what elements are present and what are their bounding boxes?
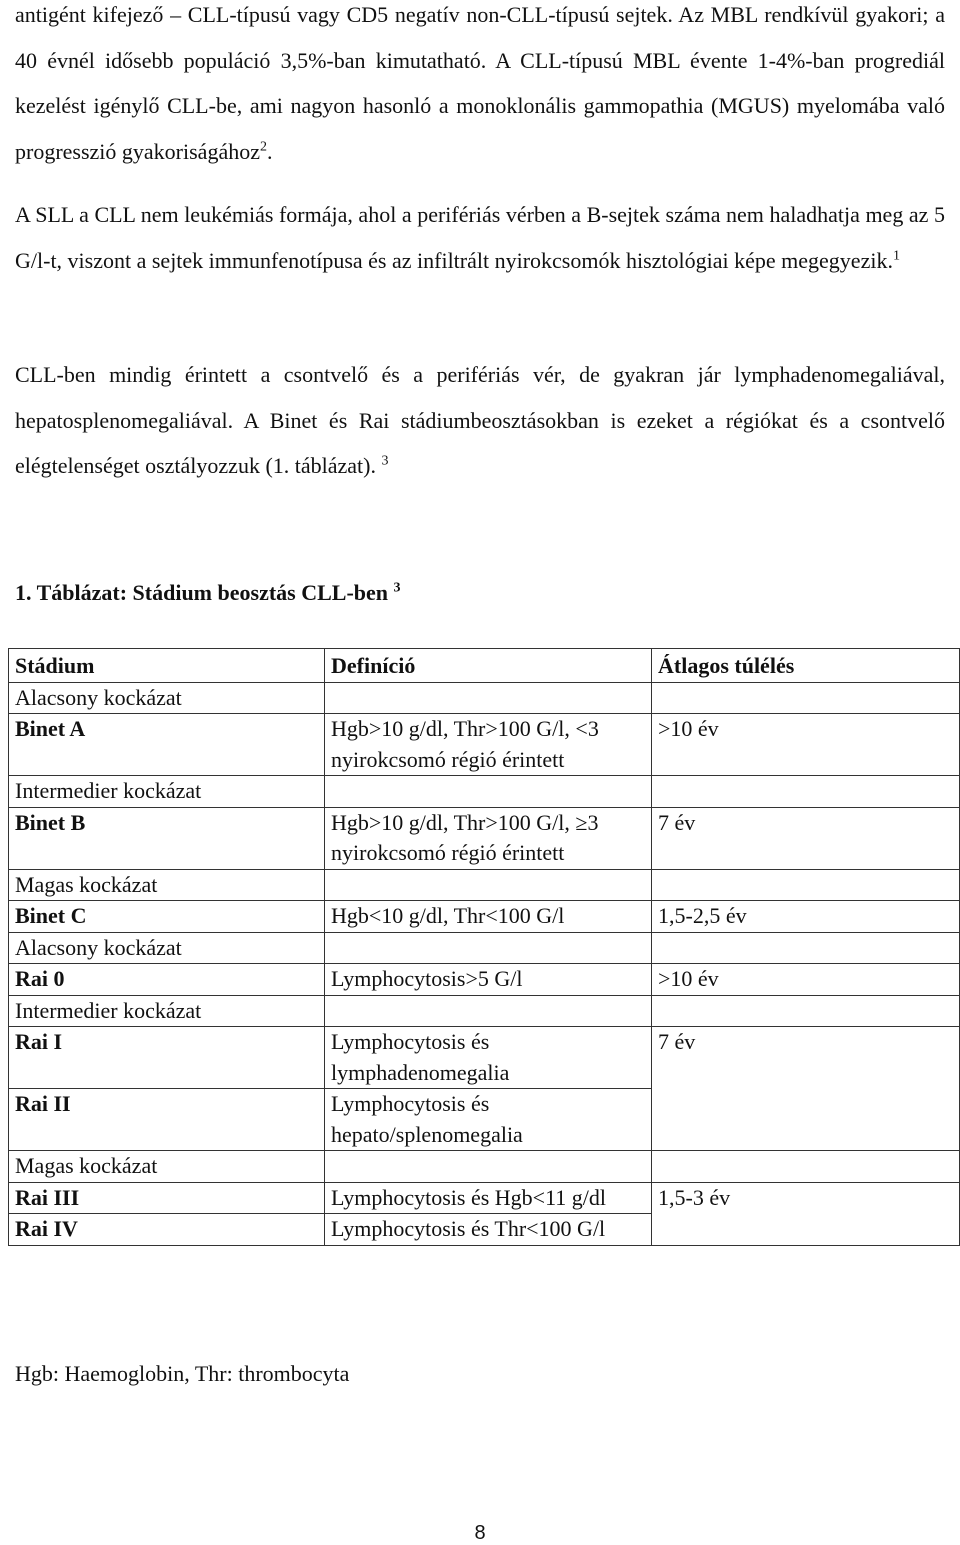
risk-group-cell: Magas kockázat xyxy=(9,1151,325,1183)
reference-superscript: 1 xyxy=(892,248,900,264)
risk-group-cell: Intermedier kockázat xyxy=(9,995,325,1027)
table-caption-text: 1. Táblázat: Stádium beosztás CLL-ben xyxy=(15,580,389,605)
paragraph-cll-text: CLL-ben mindig érintett a csontvelő és a perifériás vér, de gyakran jár lymphadenomegaliával, hepatosplenomegaliával. A Binet és Rai stádiumbeosztásokban is ezeket a régiókat és a csontvelő elégtelenséget osztályozzuk (1. táblázat). xyxy=(15,362,945,478)
paragraph-mbl xyxy=(15,0,945,174)
page-number: 8 xyxy=(474,1522,486,1544)
paragraph-sll-text: A SLL a CLL nem leukémiás formája, ahol a perifériás vérben a B-sejtek száma nem haladhatja meg az 5 G/l-t, viszont a sejtek immunfenotípusa és az infiltrált nyirokcsomók hisztológiai képe megegyezik. xyxy=(15,202,945,273)
stage-cell: Rai 0 xyxy=(9,964,325,996)
table-row xyxy=(9,995,960,1027)
table-row xyxy=(9,1027,960,1089)
empty-cell xyxy=(325,932,652,964)
risk-group-cell: Alacsony kockázat xyxy=(9,682,325,714)
definition-cell: Lymphocytosis és lymphadenomegalia xyxy=(325,1027,652,1089)
survival-cell: >10 év xyxy=(652,964,960,996)
stage-cell: Rai I xyxy=(9,1027,325,1089)
table-row xyxy=(9,901,960,933)
definition-cell: Lymphocytosis és hepato/splenomegalia xyxy=(325,1089,652,1151)
risk-group-cell: Alacsony kockázat xyxy=(9,932,325,964)
reference-superscript: 3 xyxy=(393,580,401,596)
survival-cell: 7 év xyxy=(652,807,960,869)
table-row xyxy=(9,1182,960,1214)
staging-table xyxy=(8,648,960,1246)
table-row xyxy=(9,714,960,776)
definition-cell: Hgb>10 g/dl, Thr>100 G/l, ≥3 nyirokcsomó régió érintett xyxy=(325,807,652,869)
survival-cell: 7 év xyxy=(652,1027,960,1151)
table-row xyxy=(9,932,960,964)
paragraph-sll xyxy=(15,192,945,283)
definition-cell: Hgb<10 g/dl, Thr<100 G/l xyxy=(325,901,652,933)
definition-cell: Lymphocytosis>5 G/l xyxy=(325,964,652,996)
stage-cell: Binet A xyxy=(9,714,325,776)
reference-superscript: 3 xyxy=(381,453,389,469)
table-row xyxy=(9,682,960,714)
paragraph-cll xyxy=(15,352,945,489)
stage-cell: Binet B xyxy=(9,807,325,869)
stage-cell: Rai III xyxy=(9,1182,325,1214)
empty-cell xyxy=(652,869,960,901)
paragraph-mbl-end: . xyxy=(266,138,273,164)
stage-cell: Rai IV xyxy=(9,1214,325,1246)
table-caption xyxy=(15,580,401,606)
empty-cell xyxy=(652,932,960,964)
stage-cell: Rai II xyxy=(9,1089,325,1151)
table-row xyxy=(9,807,960,869)
table-row xyxy=(9,869,960,901)
empty-cell xyxy=(325,776,652,808)
table-row xyxy=(9,776,960,808)
table-row xyxy=(9,964,960,996)
survival-cell: >10 év xyxy=(652,714,960,776)
reference-superscript: 2 xyxy=(259,139,267,155)
definition-cell: Lymphocytosis és Thr<100 G/l xyxy=(325,1214,652,1246)
header-stage: Stádium xyxy=(9,649,325,683)
stage-cell: Binet C xyxy=(9,901,325,933)
header-survival: Átlagos túlélés xyxy=(652,649,960,683)
table-header-row xyxy=(9,649,960,683)
risk-group-cell: Magas kockázat xyxy=(9,869,325,901)
survival-cell: 1,5-3 év xyxy=(652,1182,960,1245)
empty-cell xyxy=(652,776,960,808)
paragraph-mbl-text: antigént kifejező – CLL-típusú vagy CD5 negatív non-CLL-típusú sejtek. Az MBL rendkívül gyakori; a 40 évnél idősebb populáció 3,5%-ban kimutatható. A CLL-típusú MBL évente 1-4%-ban progrediál kezelést igénylő CLL-be, ami nagyon hasonló a monoklonális gammopathia (MGUS) myelomába való progresszió gyakoriságához xyxy=(15,2,945,164)
empty-cell xyxy=(652,995,960,1027)
empty-cell xyxy=(652,1151,960,1183)
header-definition: Definíció xyxy=(325,649,652,683)
definition-cell: Lymphocytosis és Hgb<11 g/dl xyxy=(325,1182,652,1214)
empty-cell xyxy=(652,682,960,714)
empty-cell xyxy=(325,682,652,714)
empty-cell xyxy=(325,1151,652,1183)
empty-cell xyxy=(325,869,652,901)
definition-cell: Hgb>10 g/dl, Thr>100 G/l, <3 nyirokcsomó régió érintett xyxy=(325,714,652,776)
survival-cell: 1,5-2,5 év xyxy=(652,901,960,933)
table-row xyxy=(9,1151,960,1183)
risk-group-cell: Intermedier kockázat xyxy=(9,776,325,808)
empty-cell xyxy=(325,995,652,1027)
table-footnote: Hgb: Haemoglobin, Thr: thrombocyta xyxy=(15,1361,350,1386)
